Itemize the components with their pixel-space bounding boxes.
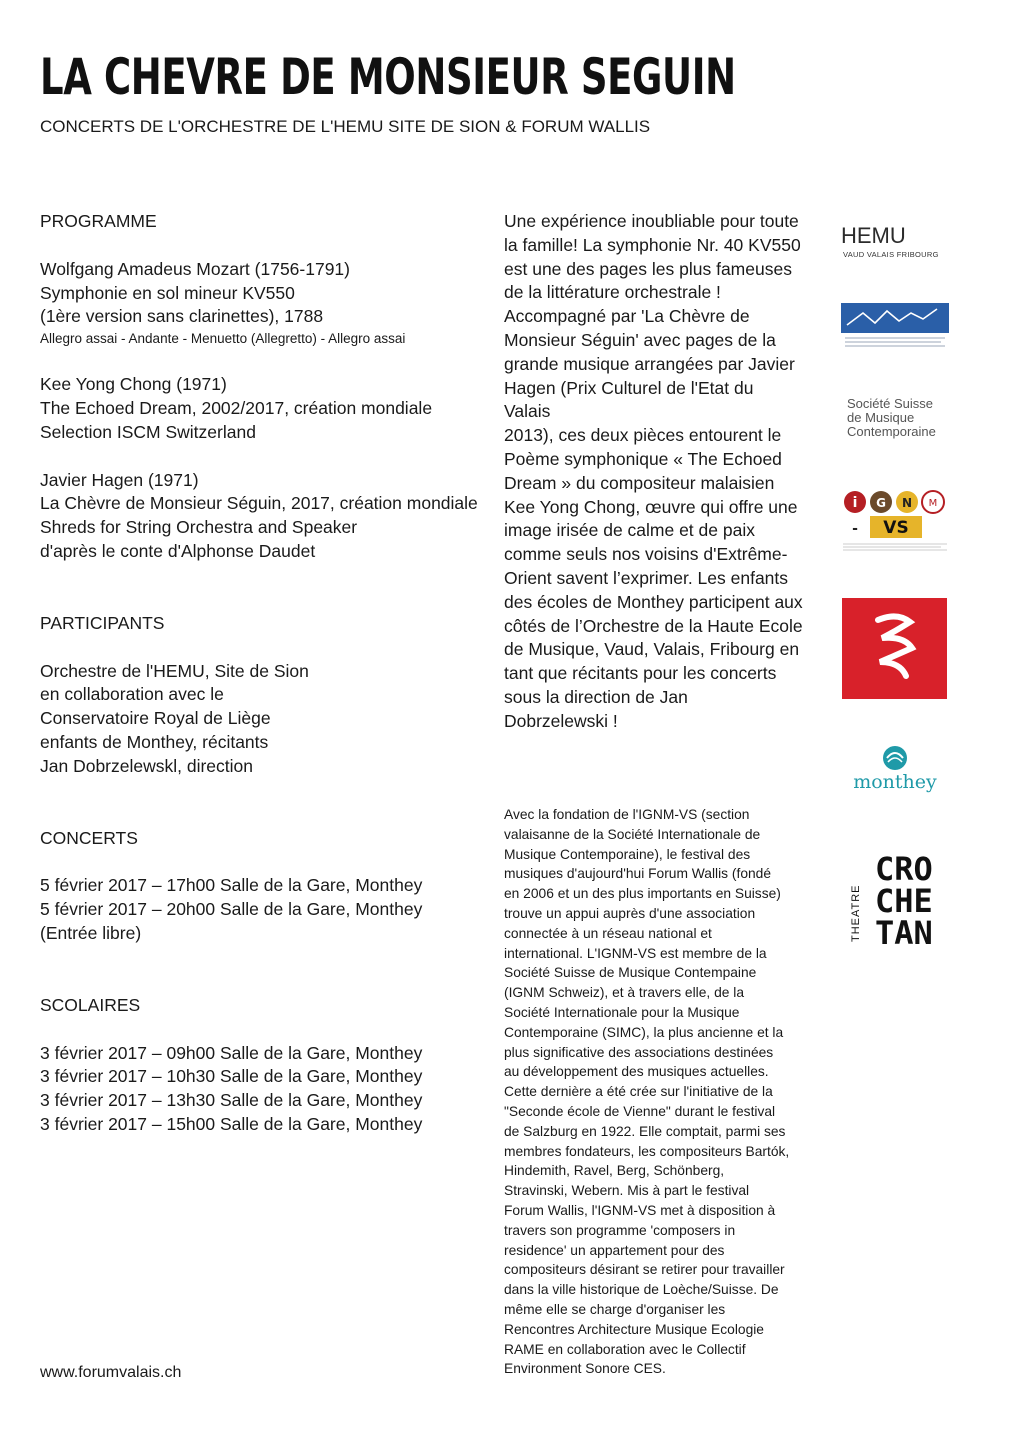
ignm-line: connectée à un réseau national et xyxy=(504,925,712,941)
hagen-work: La Chèvre de Monsieur Séguin, 2017, création mondiale xyxy=(40,493,478,514)
ignm-line: travers son programme 'composers in xyxy=(504,1222,736,1238)
mozart-entry xyxy=(40,258,480,349)
ignm-line: international. L'IGNM-VS est membre de la xyxy=(504,945,767,961)
mozart-work: Symphonie en sol mineur KV550 xyxy=(40,282,295,303)
description-line: Kee Yong Chong, œuvre qui offre une xyxy=(504,496,798,517)
ignm-line: membres fondateurs, les compositeurs Bartók, xyxy=(504,1143,790,1159)
ignm-line: Cette dernière a été crée sur l'initiative de la xyxy=(504,1084,773,1100)
ignm-line: plus significative des associations destinées xyxy=(504,1044,774,1060)
hagen-note: d'après le conte d'Alphonse Daudet xyxy=(40,540,316,561)
scolaires-list xyxy=(40,1042,480,1137)
website-link[interactable]: www.forumvalais.ch xyxy=(40,1364,182,1381)
programme-column xyxy=(40,210,480,1161)
ignm-line: Société Internationale pour la Musique xyxy=(504,1004,740,1020)
svg-text:CHE: CHE xyxy=(875,882,933,920)
description-line: 2013), ces deux pièces entourent le xyxy=(504,425,782,446)
ignm-line: Rencontres Architecture Musique Ecologie xyxy=(504,1321,764,1337)
ignm-line: Musique Contemporaine), le festival des xyxy=(504,846,751,862)
description-line: Monsieur Séguin' avec pages de la xyxy=(504,329,776,350)
svg-text:TAN: TAN xyxy=(875,914,933,950)
ignm-vs-logo xyxy=(841,488,949,552)
ignm-text xyxy=(504,805,804,1379)
hemu-logo-subtitle: VAUD VALAIS FRIBOURG xyxy=(843,250,939,259)
concert-line: 5 février 2017 – 17h00 Salle de la Gare, Monthey xyxy=(40,875,423,896)
description-line: comme seuls nos voisins d'Extrême- xyxy=(504,544,788,565)
description-line: tant que récitants pour les concerts xyxy=(504,663,777,684)
ignm-line: Environment Sonore CES. xyxy=(504,1361,666,1377)
ignm-line: compositeurs désirant se retirer pour travailler xyxy=(504,1262,785,1278)
svg-text:CRO: CRO xyxy=(875,850,933,888)
monthey-logo xyxy=(843,744,947,798)
description-line: est une des pages les plus fameuses xyxy=(504,258,792,279)
concert-line: 5 février 2017 – 20h00 Salle de la Gare, Monthey xyxy=(40,899,423,920)
chong-entry xyxy=(40,373,480,444)
description-line: Hagen (Prix Culturel de l'Etat du Valais xyxy=(504,377,754,422)
participants-list xyxy=(40,660,480,779)
svg-text:M: M xyxy=(928,498,938,509)
hagen-entry xyxy=(40,469,480,564)
participants-heading: PARTICIPANTS xyxy=(40,612,165,633)
ignm-line: Stravinski, Webern. Mis à part le festival xyxy=(504,1183,750,1199)
ignm-line: RAME en collaboration avec le Collectif xyxy=(504,1341,746,1357)
ignm-line: en 2006 et un des plus importants en Suisse) xyxy=(504,886,781,902)
ignm-line: trouve un appui auprès d'une association xyxy=(504,905,756,921)
ignm-line: (IGNM Schweiz), et à travers elle, de la xyxy=(504,985,744,1001)
scolaire-line: 3 février 2017 – 13h30 Salle de la Gare, Monthey xyxy=(40,1090,423,1111)
description-line: côtés de l’Orchestre de la Haute Ecole xyxy=(504,615,803,636)
description-line: des écoles de Monthey participent aux xyxy=(504,591,803,612)
participant-line: enfants de Monthey, récitants xyxy=(40,731,269,752)
svg-text:N: N xyxy=(901,496,913,510)
ssmc-logo-line: de Musique xyxy=(847,410,915,425)
mozart-movements: Allegro assai - Andante - Menuetto (Allegretto) - Allegro assai xyxy=(40,331,406,347)
hagen-subtitle: Shreds for String Orchestra and Speaker xyxy=(40,517,358,538)
description-line: de Musique, Vaud, Valais, Fribourg en xyxy=(504,639,800,660)
chong-composer: Kee Yong Chong (1971) xyxy=(40,374,227,395)
ignm-line: Contemporaine (SIMC), la plus ancienne et la xyxy=(504,1024,784,1040)
hemu-logo-text: HEMU xyxy=(841,223,906,248)
page-subtitle: CONCERTS DE L'ORCHESTRE DE L'HEMU SITE DE SION & FORUM WALLIS xyxy=(40,117,651,136)
svg-text:i: i xyxy=(852,495,858,511)
participant-line: Jan Dobrzelewskl, direction xyxy=(40,755,254,776)
hagen-composer: Javier Hagen (1971) xyxy=(40,469,199,490)
chong-work: The Echoed Dream, 2002/2017, création mondiale xyxy=(40,397,433,418)
ignm-line: musiques d'aujourd'hui Forum Wallis (fondé xyxy=(504,866,772,882)
ignm-line: dans la ville historique de Loèche/Suisse. De xyxy=(504,1282,779,1298)
ignm-line: valaisanne de la Société Internationale de xyxy=(504,826,761,842)
ignm-line: Société Suisse de Musique Contempaine xyxy=(504,965,757,981)
programme-heading: PROGRAMME xyxy=(40,211,157,231)
description-line: Accompagné par 'La Chèvre de xyxy=(504,306,750,327)
svg-text:VS: VS xyxy=(883,518,909,538)
concerts-heading: CONCERTS xyxy=(40,827,138,848)
svg-text:-: - xyxy=(852,521,858,537)
description-text xyxy=(504,210,804,734)
scolaire-line: 3 février 2017 – 10h30 Salle de la Gare, Monthey xyxy=(40,1066,423,1087)
description-line: Une expérience inoubliable pour toute xyxy=(504,211,799,231)
description-line: grande musique arrangées par Javier xyxy=(504,353,795,374)
scolaires-heading: SCOLAIRES xyxy=(40,994,141,1015)
participant-line: en collaboration avec le xyxy=(40,684,224,705)
description-line: la famille! La symphonie Nr. 40 KV550 xyxy=(504,234,801,255)
page-title: LA CHEVRE DE MONSIEUR SEGUIN xyxy=(40,48,736,106)
description-line: image irisée de calme et de paix xyxy=(504,520,755,541)
description-line: Dobrzelewski ! xyxy=(504,710,618,731)
mozart-version: (1ère version sans clarinettes), 1788 xyxy=(40,306,324,327)
svg-text:THEATRE: THEATRE xyxy=(850,884,862,942)
description-line: sous la direction de Jan xyxy=(504,686,688,707)
red-swirl-logo xyxy=(842,598,947,699)
iscm-logo xyxy=(841,303,949,351)
ignm-line: même elle se charge d'organiser les xyxy=(504,1301,726,1317)
description-line: de la littérature orchestrale ! xyxy=(504,282,721,303)
svg-text:G: G xyxy=(876,496,886,510)
concert-line: (Entrée libre) xyxy=(40,922,142,943)
crochetan-logo xyxy=(845,850,949,950)
scolaire-line: 3 février 2017 – 09h00 Salle de la Gare, Monthey xyxy=(40,1042,423,1063)
ssmc-logo-line: Société Suisse xyxy=(847,396,933,411)
ignm-line: Hindemith, Ravel, Berg, Schönberg, xyxy=(504,1163,725,1179)
description-line: Orient savent l’exprimer. Les enfants xyxy=(504,567,789,588)
description-line: Poème symphonique « The Echoed xyxy=(504,448,782,469)
ignm-line: "Seconde école de Vienne" durant le festival xyxy=(504,1103,776,1119)
chong-note: Selection ISCM Switzerland xyxy=(40,421,256,442)
participant-line: Conservatoire Royal de Liège xyxy=(40,708,271,729)
monthey-logo-text: monthey xyxy=(853,771,937,793)
description-line: Dream » du compositeur malaisien xyxy=(504,472,775,493)
ignm-line: residence' un appartement pour des xyxy=(504,1242,725,1258)
ignm-line: au développement des musiques actuelles. xyxy=(504,1064,769,1080)
ignm-line: Forum Wallis, l'IGNM-VS met à disposition à xyxy=(504,1202,776,1218)
ssmc-logo xyxy=(847,397,936,439)
concerts-list xyxy=(40,874,480,945)
hemu-logo xyxy=(841,210,949,262)
scolaire-line: 3 février 2017 – 15h00 Salle de la Gare, Monthey xyxy=(40,1113,423,1134)
ignm-line: de Salzburg en 1922. Elle comptait, parmi ses xyxy=(504,1123,786,1139)
mozart-composer: Wolfgang Amadeus Mozart (1756-1791) xyxy=(40,258,350,279)
ignm-line: Avec la fondation de l'IGNM-VS (section xyxy=(504,807,750,822)
ssmc-logo-line: Contemporaine xyxy=(847,424,936,439)
participant-line: Orchestre de l'HEMU, Site de Sion xyxy=(40,660,309,681)
